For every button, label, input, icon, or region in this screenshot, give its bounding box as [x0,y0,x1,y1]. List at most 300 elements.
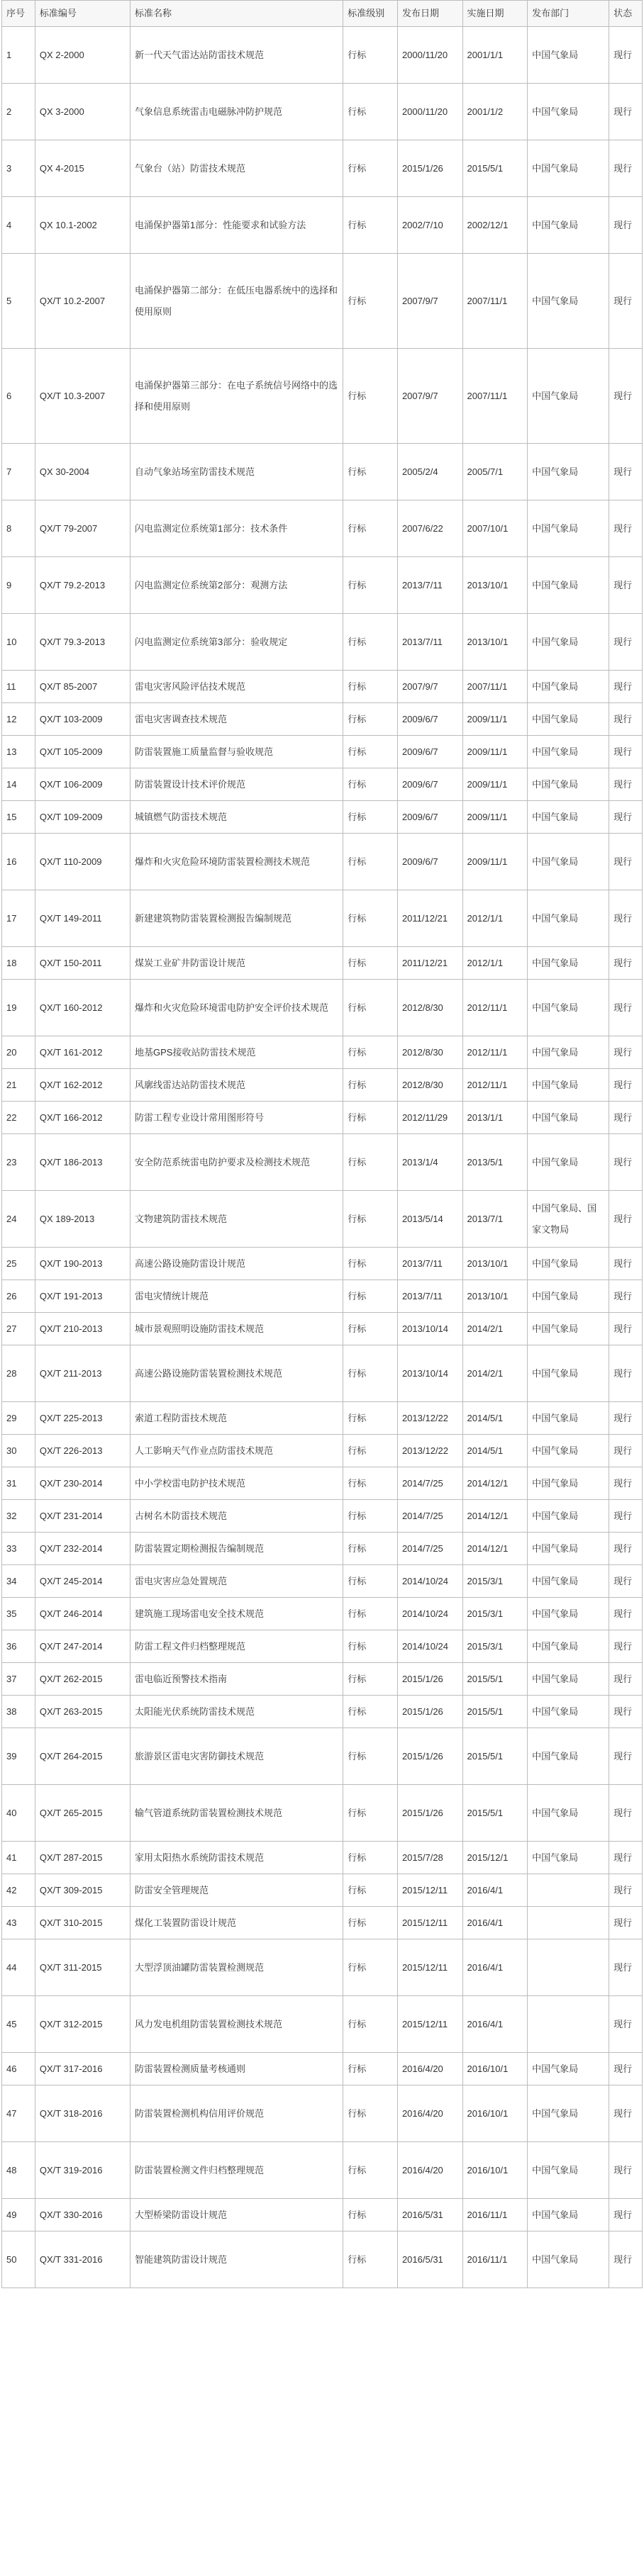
cell-publish-date: 2013/10/14 [397,1313,462,1345]
cell-implement-date: 2014/12/1 [462,1500,528,1533]
cell-name: 闪电监测定位系统第3部分：验收规定 [131,614,343,671]
cell-status: 现行 [609,671,643,703]
cell-status: 现行 [609,1663,643,1696]
cell-publish-date: 2011/12/21 [397,947,462,980]
table-row [2,1069,643,1102]
cell-level: 行标 [343,671,398,703]
cell-name: 风力发电机组防雷装置检测技术规范 [131,1996,343,2053]
cell-status: 现行 [609,1785,643,1842]
cell-publish-date: 2012/8/30 [397,1036,462,1069]
cell-code: QX/T 247-2014 [35,1630,130,1663]
cell-code: QX 4-2015 [35,140,130,197]
cell-implement-date: 2013/10/1 [462,614,528,671]
cell-implement-date: 2016/4/1 [462,1996,528,2053]
table-row [2,1280,643,1313]
cell-department: 中国气象局 [528,1248,609,1280]
cell-status: 现行 [609,1069,643,1102]
cell-department: 中国气象局 [528,1345,609,1402]
cell-implement-date: 2014/5/1 [462,1402,528,1435]
cell-name: 智能建筑防雷设计规范 [131,2231,343,2288]
table-header-row [2,1,643,27]
cell-department: 中国气象局 [528,1728,609,1785]
cell-department: 中国气象局 [528,1630,609,1663]
cell-implement-date: 2015/5/1 [462,1785,528,1842]
table-row [2,1345,643,1402]
cell-department: 中国气象局 [528,768,609,801]
cell-status: 现行 [609,1500,643,1533]
cell-department: 中国气象局 [528,2199,609,2231]
cell-status: 现行 [609,1191,643,1248]
cell-implement-date: 2012/1/1 [462,890,528,947]
cell-status: 现行 [609,1533,643,1565]
cell-status: 现行 [609,2085,643,2142]
cell-publish-date: 2014/10/24 [397,1598,462,1630]
cell-name: 电涌保护器第1部分：性能要求和试验方法 [131,197,343,254]
cell-code: QX/T 79-2007 [35,500,130,557]
cell-no: 15 [2,801,35,834]
cell-status: 现行 [609,736,643,768]
cell-name: 大型桥梁防雷设计规范 [131,2199,343,2231]
cell-level: 行标 [343,1191,398,1248]
cell-status: 现行 [609,1467,643,1500]
cell-department: 中国气象局 [528,1500,609,1533]
cell-level: 行标 [343,1565,398,1598]
cell-name: 雷电灾情统计规范 [131,1280,343,1313]
cell-publish-date: 2014/7/25 [397,1467,462,1500]
cell-publish-date: 2015/1/26 [397,1728,462,1785]
cell-name: 太阳能光伏系统防雷技术规范 [131,1696,343,1728]
table-row [2,980,643,1036]
cell-code: QX/T 311-2015 [35,1939,130,1996]
cell-publish-date: 2009/6/7 [397,768,462,801]
cell-publish-date: 2013/7/11 [397,614,462,671]
cell-department: 中国气象局、国家文物局 [528,1191,609,1248]
cell-level: 行标 [343,140,398,197]
cell-publish-date: 2013/12/22 [397,1435,462,1467]
cell-code: QX/T 211-2013 [35,1345,130,1402]
cell-code: QX/T 318-2016 [35,2085,130,2142]
cell-status: 现行 [609,500,643,557]
cell-code: QX/T 162-2012 [35,1069,130,1102]
table-row [2,2199,643,2231]
cell-code: QX/T 309-2015 [35,1874,130,1907]
table-row [2,1467,643,1500]
cell-name: 防雷装置定期检测报告编制规范 [131,1533,343,1565]
cell-department: 中国气象局 [528,1402,609,1435]
table-row [2,557,643,614]
cell-status: 现行 [609,1996,643,2053]
cell-level: 行标 [343,703,398,736]
cell-name: 雷电灾害应急处置规范 [131,1565,343,1598]
table-row [2,1598,643,1630]
cell-code: QX/T 310-2015 [35,1907,130,1939]
cell-no: 33 [2,1533,35,1565]
cell-code: QX/T 265-2015 [35,1785,130,1842]
cell-code: QX 10.1-2002 [35,197,130,254]
cell-status: 现行 [609,1842,643,1874]
cell-no: 24 [2,1191,35,1248]
cell-level: 行标 [343,254,398,349]
cell-level: 行标 [343,1939,398,1996]
cell-department: 中国气象局 [528,1785,609,1842]
cell-department: 中国气象局 [528,671,609,703]
cell-name: 自动气象站场室防雷技术规范 [131,444,343,500]
cell-no: 11 [2,671,35,703]
cell-no: 21 [2,1069,35,1102]
cell-publish-date: 2007/9/7 [397,671,462,703]
cell-status: 现行 [609,2231,643,2288]
cell-implement-date: 2014/2/1 [462,1345,528,1402]
cell-department: 中国气象局 [528,27,609,84]
cell-publish-date: 2016/4/20 [397,2053,462,2085]
table-row [2,1402,643,1435]
cell-name: 输气管道系统防雷装置检测技术规范 [131,1785,343,1842]
cell-level: 行标 [343,1996,398,2053]
cell-name: 防雷装置检测机构信用评价规范 [131,2085,343,2142]
cell-no: 39 [2,1728,35,1785]
table-row [2,140,643,197]
cell-level: 行标 [343,1785,398,1842]
cell-no: 37 [2,1663,35,1696]
table-row [2,1313,643,1345]
cell-department: 中国气象局 [528,1842,609,1874]
table-row [2,703,643,736]
cell-code: QX/T 264-2015 [35,1728,130,1785]
cell-name: 电涌保护器第三部分：在电子系统信号网络中的选择和使用原则 [131,349,343,444]
cell-level: 行标 [343,1435,398,1467]
cell-status: 现行 [609,1435,643,1467]
cell-implement-date: 2012/11/1 [462,1069,528,1102]
cell-publish-date: 2014/10/24 [397,1565,462,1598]
cell-no: 29 [2,1402,35,1435]
cell-level: 行标 [343,1345,398,1402]
cell-publish-date: 2009/6/7 [397,703,462,736]
cell-department: 中国气象局 [528,1435,609,1467]
cell-level: 行标 [343,2085,398,2142]
cell-level: 行标 [343,500,398,557]
cell-name: 地基GPS接收站防雷技术规范 [131,1036,343,1069]
cell-no: 4 [2,197,35,254]
cell-name: 防雷工程文件归档整理规范 [131,1630,343,1663]
table-row [2,1663,643,1696]
cell-publish-date: 2013/12/22 [397,1402,462,1435]
cell-level: 行标 [343,1467,398,1500]
table-row [2,500,643,557]
cell-department: 中国气象局 [528,84,609,140]
cell-publish-date: 2014/7/25 [397,1533,462,1565]
cell-code: QX 3-2000 [35,84,130,140]
table-row [2,671,643,703]
cell-implement-date: 2015/3/1 [462,1598,528,1630]
cell-code: QX/T 246-2014 [35,1598,130,1630]
cell-no: 31 [2,1467,35,1500]
cell-name: 电涌保护器第二部分：在低压电器系统中的选择和使用原则 [131,254,343,349]
cell-no: 43 [2,1907,35,1939]
cell-no: 36 [2,1630,35,1663]
table-row [2,768,643,801]
cell-no: 16 [2,834,35,890]
table-row [2,1533,643,1565]
cell-code: QX/T 262-2015 [35,1663,130,1696]
cell-implement-date: 2015/5/1 [462,1663,528,1696]
cell-no: 30 [2,1435,35,1467]
cell-name: 旅游景区雷电灾害防御技术规范 [131,1728,343,1785]
cell-no: 38 [2,1696,35,1728]
cell-implement-date: 2009/11/1 [462,801,528,834]
cell-publish-date: 2009/6/7 [397,736,462,768]
cell-code: QX/T 231-2014 [35,1500,130,1533]
cell-code: QX/T 150-2011 [35,947,130,980]
cell-level: 行标 [343,1696,398,1728]
cell-status: 现行 [609,1630,643,1663]
cell-publish-date: 2012/11/29 [397,1102,462,1134]
cell-name: 雷电灾害风险评估技术规范 [131,671,343,703]
cell-implement-date: 2009/11/1 [462,768,528,801]
cell-level: 行标 [343,1069,398,1102]
cell-implement-date: 2001/1/2 [462,84,528,140]
cell-code: QX/T 226-2013 [35,1435,130,1467]
cell-code: QX/T 263-2015 [35,1696,130,1728]
cell-department: 中国气象局 [528,1467,609,1500]
cell-level: 行标 [343,980,398,1036]
cell-department: 中国气象局 [528,947,609,980]
cell-name: 高速公路设施防雷设计规范 [131,1248,343,1280]
cell-implement-date: 2001/1/1 [462,27,528,84]
cell-status: 现行 [609,1598,643,1630]
cell-implement-date: 2016/10/1 [462,2142,528,2199]
cell-status: 现行 [609,768,643,801]
cell-publish-date: 2012/8/30 [397,980,462,1036]
cell-publish-date: 2013/7/11 [397,557,462,614]
cell-level: 行标 [343,444,398,500]
cell-publish-date: 2007/9/7 [397,254,462,349]
cell-implement-date: 2013/1/1 [462,1102,528,1134]
cell-code: QX/T 10.2-2007 [35,254,130,349]
cell-code: QX/T 312-2015 [35,1996,130,2053]
table-row [2,1785,643,1842]
cell-status: 现行 [609,1102,643,1134]
header-department: 发布部门 [528,1,609,27]
cell-level: 行标 [343,1313,398,1345]
table-row [2,2142,643,2199]
cell-level: 行标 [343,801,398,834]
cell-no: 1 [2,27,35,84]
cell-code: QX/T 79.3-2013 [35,614,130,671]
cell-implement-date: 2015/5/1 [462,140,528,197]
cell-level: 行标 [343,2231,398,2288]
cell-implement-date: 2005/7/1 [462,444,528,500]
cell-implement-date: 2016/10/1 [462,2085,528,2142]
cell-implement-date: 2013/10/1 [462,1280,528,1313]
table-row [2,1728,643,1785]
cell-department: 中国气象局 [528,140,609,197]
cell-code: QX/T 110-2009 [35,834,130,890]
cell-implement-date: 2016/4/1 [462,1874,528,1907]
cell-status: 现行 [609,980,643,1036]
cell-level: 行标 [343,1134,398,1191]
cell-no: 5 [2,254,35,349]
cell-code: QX/T 331-2016 [35,2231,130,2288]
cell-department: 中国气象局 [528,2085,609,2142]
cell-status: 现行 [609,1134,643,1191]
cell-publish-date: 2015/12/11 [397,1874,462,1907]
cell-name: 家用太阳热水系统防雷技术规范 [131,1842,343,1874]
table-row [2,197,643,254]
cell-name: 新建建筑物防雷装置检测报告编制规范 [131,890,343,947]
table-row [2,1696,643,1728]
cell-publish-date: 2013/1/4 [397,1134,462,1191]
table-row [2,444,643,500]
cell-code: QX 189-2013 [35,1191,130,1248]
cell-code: QX/T 210-2013 [35,1313,130,1345]
cell-department: 中国气象局 [528,197,609,254]
cell-status: 现行 [609,27,643,84]
cell-status: 现行 [609,349,643,444]
cell-no: 49 [2,2199,35,2231]
cell-implement-date: 2013/5/1 [462,1134,528,1191]
cell-code: QX/T 245-2014 [35,1565,130,1598]
cell-department: 中国气象局 [528,2053,609,2085]
cell-status: 现行 [609,84,643,140]
cell-implement-date: 2015/3/1 [462,1630,528,1663]
cell-status: 现行 [609,1313,643,1345]
cell-no: 47 [2,2085,35,2142]
cell-department: 中国气象局 [528,444,609,500]
cell-department: 中国气象局 [528,1102,609,1134]
cell-implement-date: 2013/7/1 [462,1191,528,1248]
header-no: 序号 [2,1,35,27]
cell-implement-date: 2015/5/1 [462,1696,528,1728]
cell-publish-date: 2009/6/7 [397,801,462,834]
cell-name: 安全防范系统雷电防护要求及检测技术规范 [131,1134,343,1191]
cell-department: 中国气象局 [528,349,609,444]
cell-implement-date: 2016/10/1 [462,2053,528,2085]
cell-department [528,1907,609,1939]
cell-implement-date: 2016/11/1 [462,2199,528,2231]
cell-level: 行标 [343,84,398,140]
cell-implement-date: 2015/3/1 [462,1565,528,1598]
cell-no: 27 [2,1313,35,1345]
cell-department [528,1996,609,2053]
cell-name: 防雷装置检测文件归档整理规范 [131,2142,343,2199]
cell-publish-date: 2012/8/30 [397,1069,462,1102]
cell-name: 中小学校雷电防护技术规范 [131,1467,343,1500]
cell-implement-date: 2007/11/1 [462,254,528,349]
cell-code: QX/T 85-2007 [35,671,130,703]
table-row [2,84,643,140]
cell-level: 行标 [343,768,398,801]
header-code: 标准编号 [35,1,130,27]
cell-status: 现行 [609,614,643,671]
cell-department: 中国气象局 [528,1565,609,1598]
cell-department: 中国气象局 [528,801,609,834]
cell-no: 35 [2,1598,35,1630]
cell-publish-date: 2015/12/11 [397,1939,462,1996]
table-row [2,614,643,671]
cell-status: 现行 [609,2142,643,2199]
cell-department: 中国气象局 [528,1134,609,1191]
cell-publish-date: 2016/5/31 [397,2231,462,2288]
cell-status: 现行 [609,2053,643,2085]
cell-level: 行标 [343,2199,398,2231]
cell-status: 现行 [609,890,643,947]
cell-name: 爆炸和火灾危险环境雷电防护安全评价技术规范 [131,980,343,1036]
table-row [2,1248,643,1280]
cell-department: 中国气象局 [528,1663,609,1696]
cell-level: 行标 [343,1907,398,1939]
cell-department: 中国气象局 [528,834,609,890]
cell-publish-date: 2016/4/20 [397,2142,462,2199]
cell-status: 现行 [609,1248,643,1280]
cell-level: 行标 [343,27,398,84]
cell-name: 风廓线雷达站防雷技术规范 [131,1069,343,1102]
cell-status: 现行 [609,1402,643,1435]
cell-name: 文物建筑防雷技术规范 [131,1191,343,1248]
cell-publish-date: 2015/1/26 [397,1696,462,1728]
cell-level: 行标 [343,1630,398,1663]
cell-implement-date: 2013/10/1 [462,1248,528,1280]
cell-publish-date: 2009/6/7 [397,834,462,890]
cell-level: 行标 [343,1280,398,1313]
cell-level: 行标 [343,1598,398,1630]
cell-code: QX/T 319-2016 [35,2142,130,2199]
cell-no: 18 [2,947,35,980]
cell-no: 28 [2,1345,35,1402]
cell-no: 2 [2,84,35,140]
standards-table [1,0,643,2288]
cell-no: 8 [2,500,35,557]
cell-code: QX/T 160-2012 [35,980,130,1036]
cell-no: 19 [2,980,35,1036]
cell-name: 索道工程防雷技术规范 [131,1402,343,1435]
cell-publish-date: 2013/7/11 [397,1280,462,1313]
cell-department: 中国气象局 [528,890,609,947]
cell-code: QX/T 166-2012 [35,1102,130,1134]
cell-department: 中国气象局 [528,557,609,614]
cell-name: 古树名木防雷技术规范 [131,1500,343,1533]
cell-code: QX/T 190-2013 [35,1248,130,1280]
cell-level: 行标 [343,1874,398,1907]
cell-level: 行标 [343,736,398,768]
table-row [2,1907,643,1939]
table-row [2,1630,643,1663]
cell-code: QX/T 225-2013 [35,1402,130,1435]
cell-name: 防雷装置检测质量考核通则 [131,2053,343,2085]
cell-implement-date: 2013/10/1 [462,557,528,614]
cell-name: 煤炭工业矿井防雷设计规范 [131,947,343,980]
cell-implement-date: 2007/11/1 [462,349,528,444]
cell-status: 现行 [609,140,643,197]
table-row [2,254,643,349]
header-implement-date: 实施日期 [462,1,528,27]
cell-publish-date: 2005/2/4 [397,444,462,500]
cell-name: 煤化工装置防雷设计规范 [131,1907,343,1939]
table-row [2,1102,643,1134]
cell-publish-date: 2013/5/14 [397,1191,462,1248]
cell-no: 10 [2,614,35,671]
cell-publish-date: 2014/7/25 [397,1500,462,1533]
cell-status: 现行 [609,444,643,500]
cell-level: 行标 [343,1036,398,1069]
cell-department: 中国气象局 [528,703,609,736]
cell-publish-date: 2007/9/7 [397,349,462,444]
cell-department: 中国气象局 [528,736,609,768]
cell-level: 行标 [343,1500,398,1533]
cell-name: 雷电临近预警技术指南 [131,1663,343,1696]
table-row [2,1191,643,1248]
cell-name: 防雷安全管理规范 [131,1874,343,1907]
cell-department: 中国气象局 [528,2231,609,2288]
